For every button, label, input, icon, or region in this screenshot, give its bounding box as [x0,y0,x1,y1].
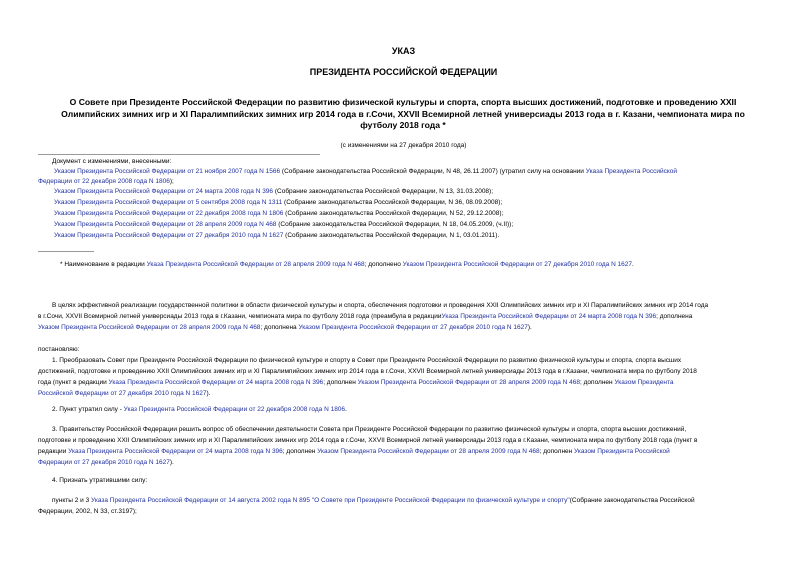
point-1-line [38,389,211,400]
point-1-line: 1. Преобразовать Совет при Президенте Российской Федерации по физической культуре и спорту в Совет при Президенте Российской Федерации по развитию физической культуры и спорта, спорта высших [52,357,682,364]
point-4-line: Федерации, 2002, N 33, ст.3197); [38,508,137,515]
change-item [54,167,677,178]
point-link[interactable]: Указа Президента Российской Федерации от 14 августа 2002 года N 895 "О Совете при Президенте Российской Федерации по физической культуре и спорту" [91,497,570,504]
preamble-link[interactable]: Указом Президента Российской Федерации от 28 апреля 2009 года N 468 [38,324,261,331]
decree-word: постановляю: [38,346,80,353]
change-link[interactable]: Указом Президента Российской Федерации от 27 декабря 2010 года N 1627 [54,232,284,239]
point-link[interactable]: Указа Президента Российской Федерации от 24 марта 2008 года N 396 [108,379,324,386]
document-title: УКАЗ [391,46,416,56]
point-text: ). [206,390,211,397]
change-text: (Собрание законодательства Российской Федерации, N 48, 26.11.2007) (утратил силу на основании [280,168,586,175]
subject-line: футболу 2018 года * [360,120,446,130]
footnote-link[interactable]: Указом Президента Российской Федерации от 27 декабря 2010 года N 1627 [402,261,633,268]
point-text: редакции [38,448,69,455]
point-4-line [52,496,695,507]
point-1-line: достижений, подготовке и проведению XXII Олимпийских зимних игр и XI Паралимпийских зимних игр 2014 года в г.Сочи, XXVII Всемирной летней универсиады 2013 года в г.Казани, чемпионата мира по футболу 2018 [38,368,697,375]
point-text: . [345,406,347,413]
preamble-text: ; дополнена [656,313,693,320]
point-4-head: 4. Признать утратившими силу: [52,477,148,484]
point-2 [52,405,347,416]
change-text: (Собрание законодательства Российской Федерации, N 52, 29.12.2008); [283,210,504,217]
document-issuer: ПРЕЗИДЕНТА РОССИЙСКОЙ ФЕДЕРАЦИИ [309,67,498,77]
preamble-text: в г.Сочи, XXVII Всемирной летней универсиады 2013 года в г.Казани, чемпионата мира по футболу 2018 года (преамбула в редакции [38,313,442,320]
change-item [54,220,513,231]
point-3-line [38,447,670,458]
change-link[interactable]: Указа Президента Российской [585,168,678,175]
point-text: 2. Пункт утратил силу - [52,406,124,413]
point-text: ). [169,459,174,466]
footnote-text: * Наименование в редакции [60,261,147,268]
subject-line: О Совете при Президенте Российской Федерации по развитию физической культуры и спорта, спорта высших достижений, подготовке и проведению XXII [69,97,737,107]
point-text: (Собрание законодательства Российской [569,497,695,504]
preamble-text: ). [527,324,532,331]
point-link[interactable]: Указом Президента [614,379,674,386]
footnote-divider [38,251,94,252]
preamble-link[interactable]: Указа Президента Российской Федерации от 24 марта 2008 года N 396 [441,313,657,320]
preamble-line [38,312,692,323]
preamble-line: В целях эффективной реализации государственной политики в области физической культуры и спорта, обеспечения подготовки и проведения XXII Олимпийских зимних игр и XI Паралимпийских зимних игр 2014 года [52,302,709,309]
preamble-link[interactable]: Указом Президента Российской Федерации от 27 декабря 2010 года N 1627 [298,324,528,331]
change-item [54,231,499,242]
point-3-line: подготовке и проведению XXII Олимпийских зимних игр и XI Паралимпийских зимних игр 2014 года в г.Сочи, XXVII Всемирной летней универсиады 2013 года в г.Казани, чемпионата мира по футболу 2018 года (пункт в [38,437,698,444]
point-3-line [38,458,174,469]
point-link[interactable]: Указом Президента Российской Федерации от 28 апреля 2009 года N 468 [317,448,540,455]
point-link[interactable]: Указом Президента Российской [574,448,670,455]
preamble-line [38,323,532,334]
change-link[interactable]: Федерации от 22 декабря 2008 года N 1806 [38,178,170,185]
change-link[interactable]: Указом Президента Российской Федерации от 22 декабря 2008 года N 1806 [54,210,284,217]
change-text: ); [169,178,174,185]
change-text: (Собрание законодательства Российской Федерации, N 13, 31.03.2008); [273,188,494,195]
point-link[interactable]: Указа Президента Российской Федерации от 24 марта 2008 года N 396 [68,448,283,455]
changes-intro: Документ с изменениями, внесенными: [52,158,172,165]
footnote-text: . [632,261,634,268]
change-text: (Собрание законодательства Российской Федерации, N 18, 04.05.2009, (ч.II)); [276,221,514,228]
footnote [60,260,634,271]
point-link[interactable]: Федерации от 27 декабря 2010 года N 1627 [38,459,170,466]
subject-line: Олимпийских зимних игр и XI Паралимпийских зимних игр 2014 года в г.Сочи, XXVII Всемирной летней универсиады 2013 года в г. Казани, чемпионата мира по [61,108,745,119]
change-link[interactable]: Указом Президента Российской Федерации от 21 ноября 2007 года N 1566 [54,168,281,175]
change-link[interactable]: Указом Президента Российской Федерации от 28 апреля 2009 года N 468 [54,221,277,228]
point-text: ; дополнен [539,448,575,455]
divider [38,154,320,155]
change-link[interactable]: Указом Президента Российской Федерации от 24 марта 2008 года N 396 [54,188,274,195]
point-text: пункты 2 и 3 [52,497,92,504]
point-1-line [38,378,674,389]
document-subject [28,97,778,132]
document-state: (с изменениями на 27 декабря 2010 года) [340,142,467,149]
change-text: (Собрание законодательства Российской Федерации, N 36, 08.09.2008); [282,199,503,206]
point-text: ; дополнен [323,379,358,386]
point-text: ; дополнен [282,448,318,455]
point-link[interactable]: Указом Президента Российской Федерации от 28 апреля 2009 года N 468 [357,379,581,386]
change-item-cont [38,177,174,188]
change-item [54,198,502,209]
change-item [54,187,493,198]
point-link[interactable]: Российской Федерации от 27 декабря 2010 года N 1627 [38,390,207,397]
footnote-text: ; дополнено [364,261,403,268]
point-text: года (пункт в редакции [38,379,109,386]
footnote-link[interactable]: Указа Президента Российской Федерации от 28 апреля 2009 года N 468 [146,261,365,268]
change-link[interactable]: Указом Президента Российской Федерации от 5 сентября 2008 года N 1311 [54,199,283,206]
point-text: ; дополнен [580,379,615,386]
point-3-line: 3. Правительству Российской Федерации решить вопрос об обеспечении деятельности Совета при Президенте Российской Федерации по развитию физической культуры и спорта, спорта высших достижений, [52,426,687,433]
change-text: (Собрание законодательства Российской Федерации, N 1, 03.01.2011). [283,232,500,239]
preamble-text: ; дополнена [260,324,299,331]
point-link[interactable]: Указ Президента Российской Федерации от 22 декабря 2008 года N 1806 [123,406,346,413]
change-item [54,209,503,220]
